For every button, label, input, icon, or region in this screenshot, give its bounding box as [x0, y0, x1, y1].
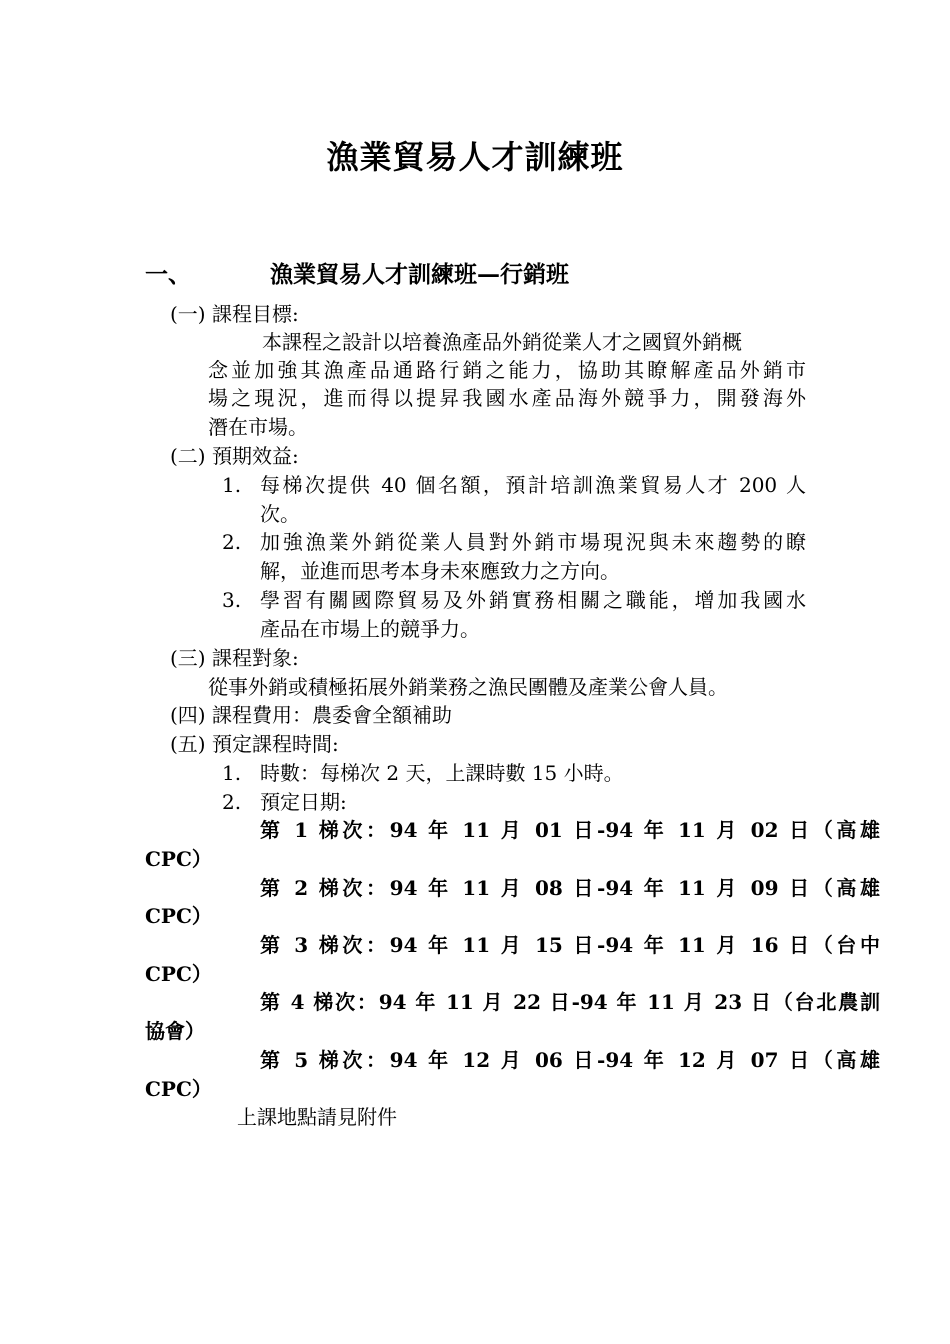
session-line: 第 1 梯次：94 年 11 月 01 日-94 年 11 月 02 日（高雄 — [260, 818, 880, 842]
session-line: CPC） — [145, 1077, 212, 1101]
list-item-text: 加強漁業外銷從業人員對外銷市場現況與未來趨勢的瞭 — [260, 530, 806, 554]
list-number: 1. — [222, 761, 242, 785]
session-line: 協會） — [145, 1019, 205, 1043]
objective-line: 潛在市場。 — [208, 415, 308, 439]
dates-label: 預定日期: — [260, 790, 347, 814]
list-item-text: 次。 — [260, 502, 300, 526]
list-number: 3. — [222, 588, 242, 612]
audience-text: 從事外銷或積極拓展外銷業務之漁民團體及產業公會人員。 — [208, 675, 728, 699]
session-line: 第 2 梯次：94 年 11 月 08 日-94 年 11 月 09 日（高雄 — [260, 876, 880, 900]
list-item-text: 每梯次提供 40 個名額，預計培訓漁業貿易人才 200 人 — [260, 473, 806, 497]
hours-text: 時數：每梯次 2 天，上課時數 15 小時。 — [260, 761, 624, 785]
list-item-text: 解，並進而思考本身未來應致力之方向。 — [260, 559, 620, 583]
session-line: 第 4 梯次：94 年 11 月 22 日-94 年 11 月 23 日（台北農訓 — [260, 990, 880, 1014]
page-title: 漁業貿易人才訓練班 — [326, 138, 624, 176]
schedule-label: (五) 預定課程時間: — [170, 732, 339, 756]
session-line: CPC） — [145, 904, 212, 928]
audience-label: (三) 課程對象: — [170, 646, 299, 670]
list-number: 2. — [222, 790, 242, 814]
section-title: 漁業貿易人才訓練班—行銷班 — [270, 261, 569, 288]
objective-label: (一) 課程目標: — [170, 302, 299, 326]
section-number: 一、 — [145, 261, 191, 288]
list-number: 2. — [222, 530, 242, 554]
list-item-text: 產品在市場上的競爭力。 — [260, 617, 480, 641]
session-line: CPC） — [145, 962, 212, 986]
location-note: 上課地點請見附件 — [237, 1105, 397, 1129]
list-number: 1. — [222, 473, 242, 497]
session-line: 第 3 梯次：94 年 11 月 15 日-94 年 11 月 16 日（台中 — [260, 933, 880, 957]
list-item-text: 學習有關國際貿易及外銷實務相關之職能，增加我國水 — [260, 588, 806, 612]
session-line: CPC） — [145, 847, 212, 871]
objective-line: 場之現況，進而得以提昇我國水產品海外競爭力，開發海外 — [208, 386, 806, 410]
objective-line: 念並加強其漁產品通路行銷之能力，協助其瞭解產品外銷市 — [208, 358, 806, 382]
fee-label: (四) 課程費用：農委會全額補助 — [170, 703, 452, 727]
benefits-label: (二) 預期效益: — [170, 444, 299, 468]
objective-line: 本課程之設計以培養漁產品外銷從業人才之國貿外銷概 — [262, 330, 742, 354]
session-line: 第 5 梯次：94 年 12 月 06 日-94 年 12 月 07 日（高雄 — [260, 1048, 880, 1072]
